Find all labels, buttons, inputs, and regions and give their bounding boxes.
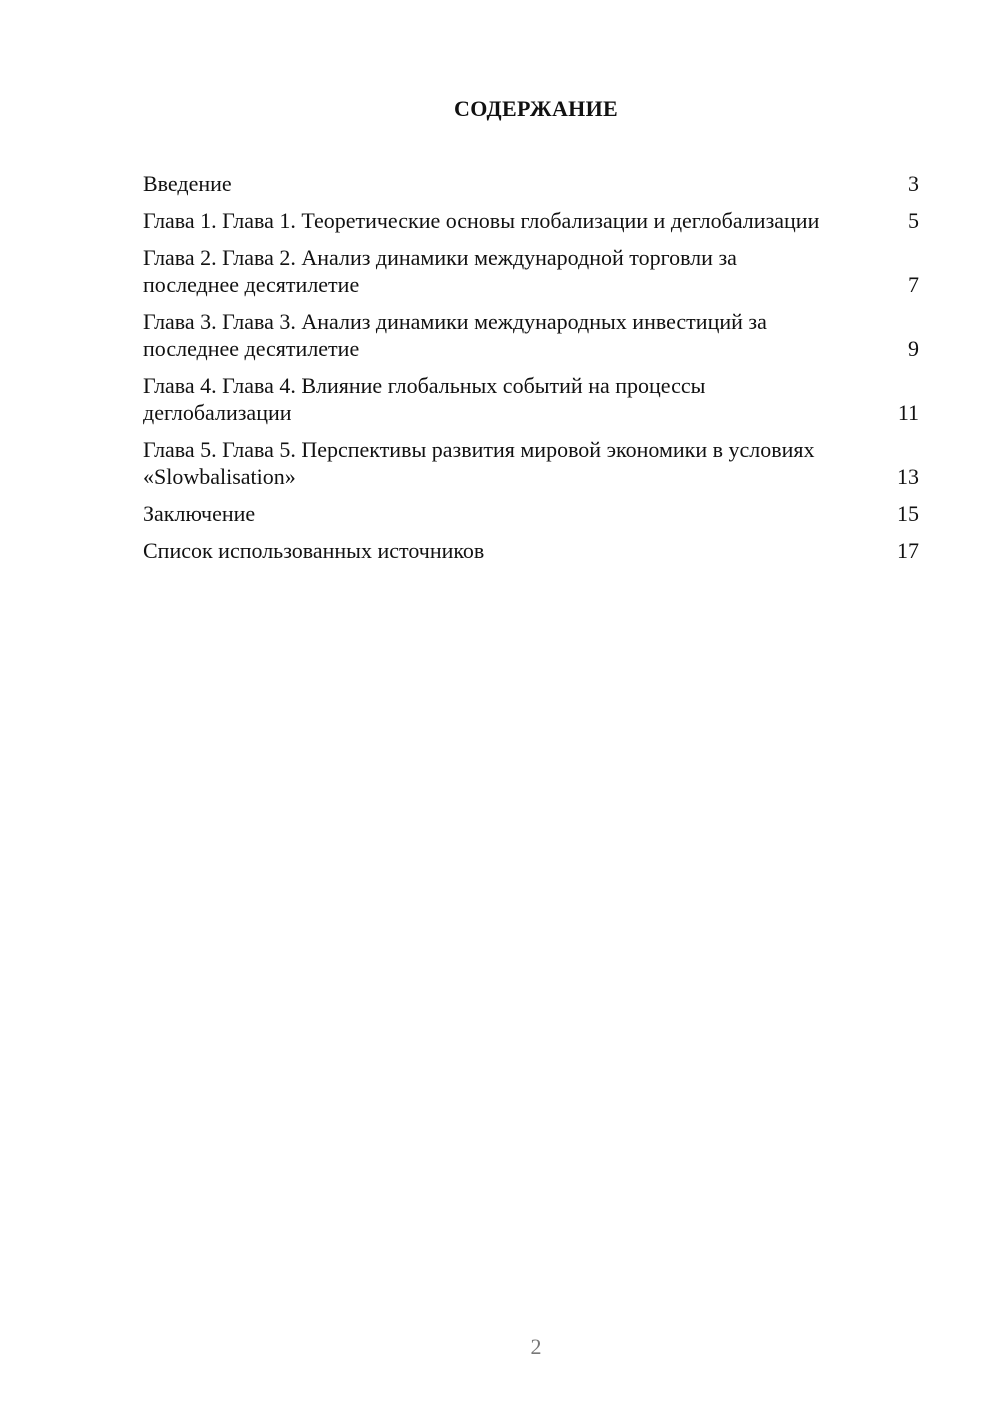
table-of-contents [143, 170, 919, 574]
toc-entry-label: Список использованных источников [143, 538, 485, 563]
toc-entry-chapter-5[interactable] [143, 436, 919, 490]
toc-entry-chapter-3[interactable] [143, 308, 919, 362]
toc-entry-page: 17 [897, 538, 919, 563]
toc-entry-page: 3 [908, 171, 919, 196]
toc-entry-label: Глава 1. Глава 1. Теоретические основы глобализации и деглобализации [143, 208, 820, 233]
toc-entry-label: Глава 4. Глава 4. Влияние глобальных событий на процессы деглобализации [143, 373, 706, 425]
toc-entry-chapter-2[interactable] [143, 244, 919, 298]
toc-entry-label: Глава 5. Глава 5. Перспективы развития мировой экономики в условиях «Slowbalisation» [143, 437, 815, 489]
toc-entry-introduction[interactable] [143, 170, 919, 197]
toc-entry-page: 13 [897, 464, 919, 489]
toc-entry-page: 11 [897, 400, 919, 425]
page-number: 2 [530, 1334, 542, 1359]
toc-entry-label: Глава 2. Глава 2. Анализ динамики международной торговли за последнее десятилетие [143, 245, 737, 297]
toc-entry-conclusion[interactable] [143, 500, 919, 527]
toc-entry-references[interactable] [143, 537, 919, 564]
toc-entry-chapter-4[interactable] [143, 372, 919, 426]
toc-entry-label: Глава 3. Глава 3. Анализ динамики международных инвестиций за последнее десятилетие [143, 309, 767, 361]
toc-entry-page: 7 [908, 272, 919, 297]
toc-entry-label: Заключение [143, 501, 256, 526]
toc-entry-page: 15 [897, 501, 919, 526]
toc-entry-page: 9 [908, 336, 919, 361]
toc-entry-label: Введение [143, 171, 232, 196]
toc-entry-chapter-1[interactable] [143, 207, 919, 234]
toc-title: СОДЕРЖАНИЕ [454, 96, 618, 121]
toc-entry-page: 5 [908, 208, 919, 233]
